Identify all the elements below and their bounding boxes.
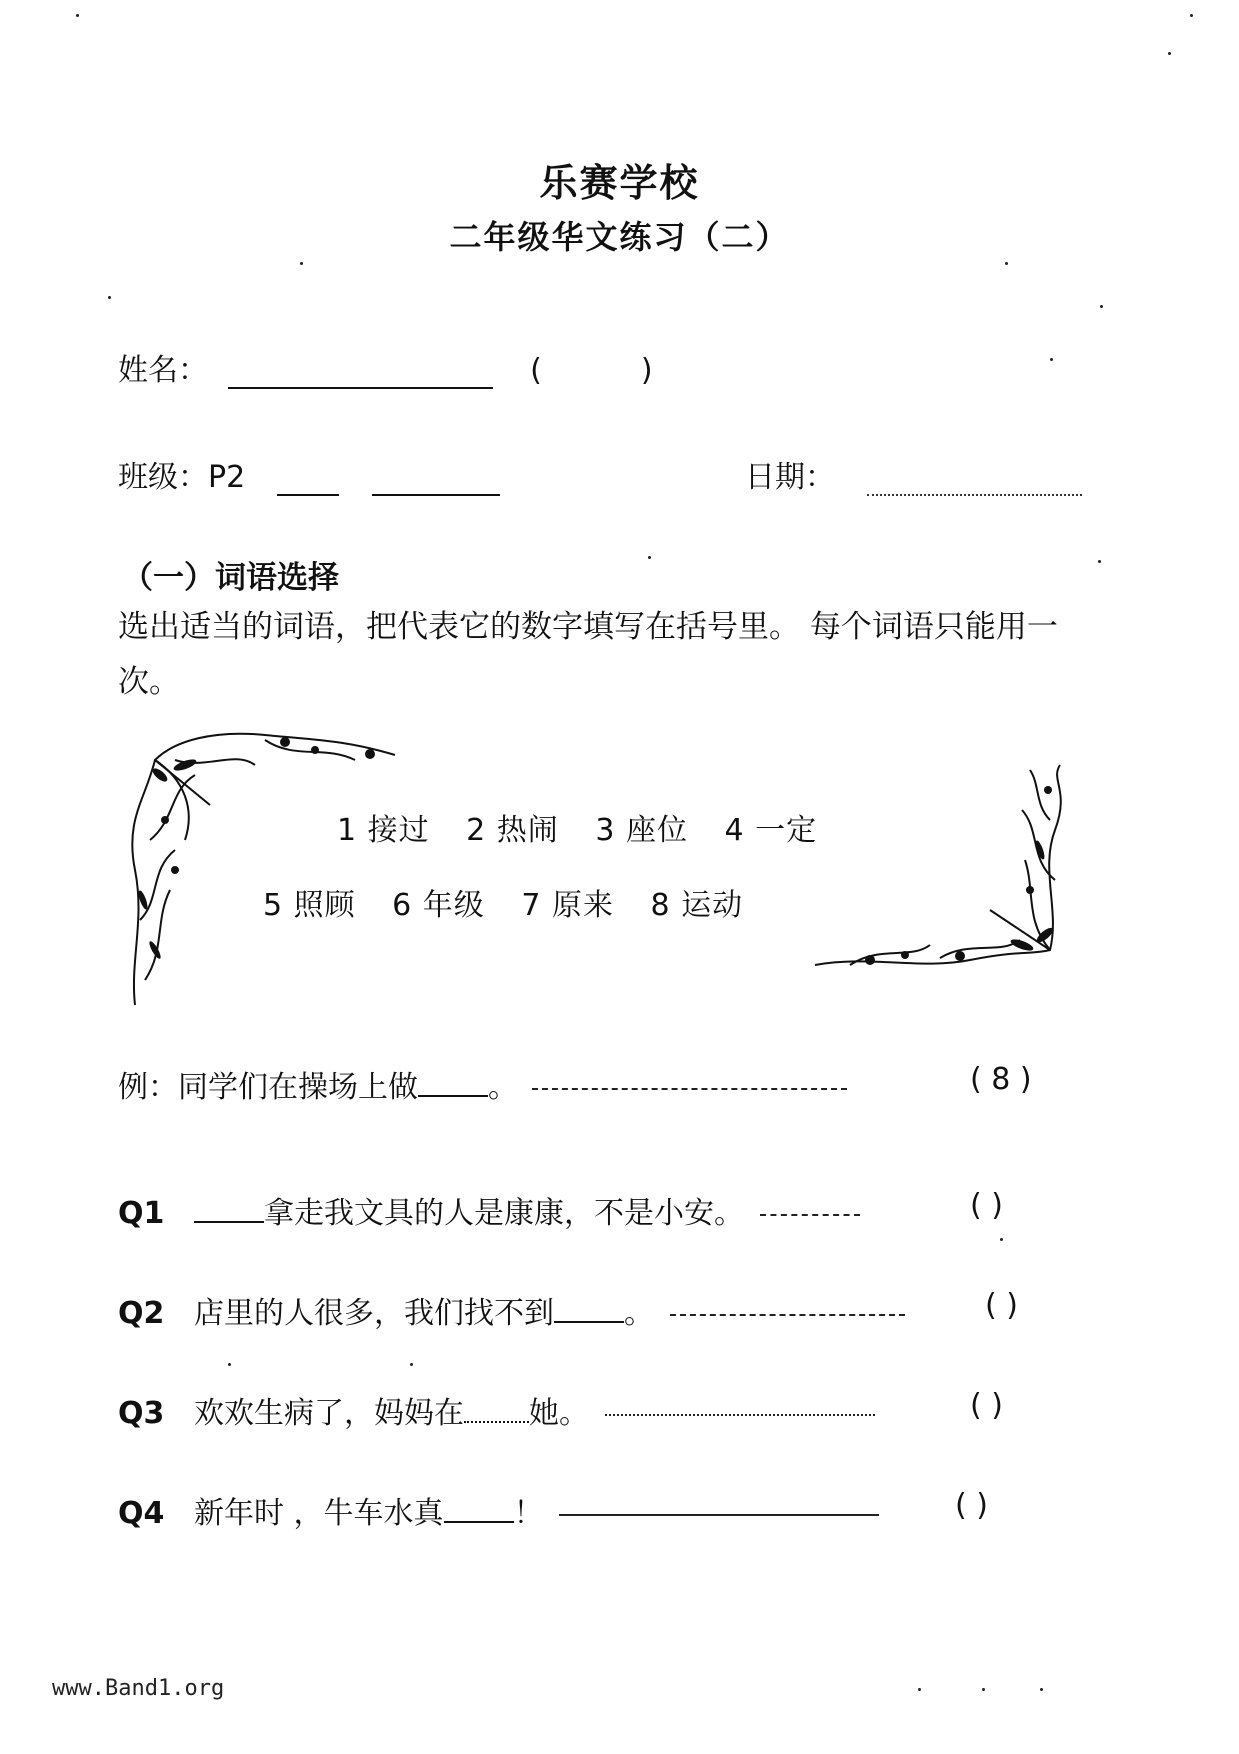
question-row-1 [118,1188,860,1232]
example-answer: ( 8 ) [970,1062,1032,1097]
date-row [745,452,1082,496]
example-prefix: 例： [118,1070,178,1105]
scan-speck [1000,1238,1003,1241]
name-label: 姓名： [118,353,208,388]
answer-blank[interactable] [444,1493,514,1523]
question-text-after: ！ [513,1496,544,1531]
answer-paren-3[interactable]: ( ) [970,1388,1003,1423]
dash-line [670,1314,905,1316]
question-text-before: 新年时 ，牛车水真 [194,1496,444,1531]
scan-speck [1050,358,1053,361]
answer-blank[interactable] [554,1293,624,1323]
footer-site: www.Band1.org [52,1676,225,1701]
class-row [118,452,500,496]
word-option-8: 8 运动 [650,888,744,923]
scan-speck [1168,52,1171,55]
example-dash-line [532,1088,847,1090]
answer-blank[interactable] [194,1193,264,1223]
word-option-6: 6 年级 [392,888,485,923]
question-number: Q1 [118,1196,165,1231]
example-text-before: 同学们在操场上做 [178,1070,418,1105]
scan-speck [1098,560,1101,563]
scan-speck [1190,14,1193,17]
section-instruction: 选出适当的词语，把代表它的数字填写在括号里。 每个词语只能用一次。 [118,609,1058,700]
scan-speck [1040,1688,1043,1691]
scan-speck [648,556,651,559]
word-option-3: 3 座位 [595,813,688,848]
scan-speck [228,1363,231,1366]
question-number: Q4 [118,1496,165,1531]
answer-paren-2[interactable]: ( ) [985,1288,1018,1323]
example-blank [418,1067,488,1097]
question-text-before: 店里的人很多，我们找不到 [194,1296,554,1331]
scan-speck [982,1688,985,1691]
index-paren-open: ( [530,353,542,388]
floral-corner-top-left-icon [115,720,415,1010]
word-bank-row-2 [263,880,769,924]
dash-line [605,1414,875,1416]
class-label: 班级：P2 [118,460,246,495]
question-text-after: 她。 [529,1396,589,1431]
scan-speck [300,262,303,265]
name-row [118,345,653,389]
class-name-field[interactable] [372,464,500,496]
example-row [118,1062,847,1106]
date-label: 日期： [745,460,835,495]
question-text-after: 拿走我文具的人是康康，不是小安。 [264,1196,744,1231]
section-heading: （一）词语选择 [122,560,339,596]
scan-speck [1100,305,1103,308]
name-field[interactable] [228,355,493,389]
school-title: 乐赛学校 [539,161,700,205]
scan-speck [1005,262,1008,265]
question-text-after: 。 [624,1296,654,1331]
word-bank-row-1 [337,805,843,849]
answer-blank[interactable] [464,1393,529,1423]
index-paren-close: ) [640,353,653,388]
word-option-4: 4 一定 [724,813,818,848]
question-number: Q3 [118,1396,165,1431]
scan-speck [918,1688,921,1691]
floral-corner-bottom-right-icon [810,760,1095,1010]
question-row-3 [118,1388,875,1432]
dash-line [559,1514,879,1516]
question-text-before: 欢欢生病了，妈妈在 [194,1396,464,1431]
class-number-field[interactable] [277,464,339,496]
question-number: Q2 [118,1296,165,1331]
word-option-1: 1 接过 [337,813,430,848]
question-row-2 [118,1288,905,1332]
word-option-2: 2 热闹 [466,813,559,848]
scan-speck [76,14,79,17]
word-option-5: 5 照顾 [263,888,356,923]
scan-speck [108,296,111,299]
worksheet-subtitle: 二年级华文练习（二） [449,218,790,256]
example-text-after: 。 [488,1070,518,1105]
question-row-4 [118,1488,879,1532]
scan-speck [410,1363,413,1366]
word-option-7: 7 原来 [521,888,614,923]
word-bank-box [115,720,1095,1010]
answer-paren-1[interactable]: ( ) [970,1188,1003,1223]
date-field[interactable] [867,464,1082,496]
dash-line [760,1214,860,1216]
answer-paren-4[interactable]: ( ) [955,1488,988,1523]
